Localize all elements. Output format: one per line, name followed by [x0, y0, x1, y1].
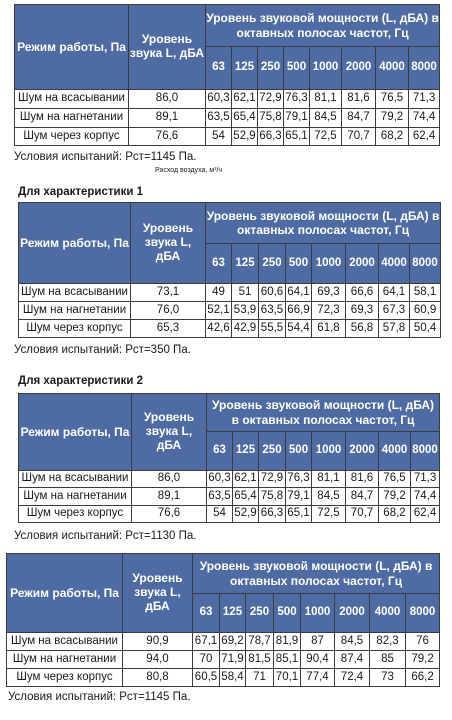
row-label: Шум на всасывании [7, 633, 123, 651]
freq-500: 500 [284, 47, 310, 90]
value-cell: 49 [206, 284, 232, 302]
level-cell: 73,1 [131, 284, 206, 302]
value-cell: 74,4 [411, 488, 440, 506]
table-row [7, 633, 440, 651]
level-header: Уровень звука L, дБА [123, 554, 193, 633]
value-cell: 52,1 [206, 302, 232, 320]
table-row [15, 109, 440, 128]
test-conditions: Условия испытаний: Рст=1145 Па. [14, 151, 197, 163]
table-row [19, 471, 440, 488]
freq-250: 250 [259, 244, 286, 284]
value-cell: 70,7 [346, 506, 379, 523]
value-cell: 84,5 [310, 109, 342, 128]
value-cell: 87,4 [335, 651, 370, 669]
freq-8000: 8000 [406, 594, 440, 633]
value-cell: 69,3 [312, 284, 346, 302]
freq-63: 63 [206, 244, 232, 284]
freq-125: 125 [233, 432, 259, 471]
table-row [15, 90, 440, 109]
value-cell: 54,4 [286, 320, 312, 338]
freq-1000: 1000 [312, 244, 346, 284]
freq-1000: 1000 [310, 47, 342, 90]
table-row [19, 320, 441, 338]
value-cell: 72,9 [258, 90, 284, 109]
value-cell: 54 [206, 128, 232, 146]
freq-2000: 2000 [335, 594, 370, 633]
value-cell: 72,5 [310, 128, 342, 146]
freq-250: 250 [246, 594, 274, 633]
freq-500: 500 [274, 594, 301, 633]
value-cell: 67,1 [193, 633, 220, 651]
level-header: Уровень звука L, дБА [131, 203, 206, 284]
freq-250: 250 [259, 432, 286, 471]
value-cell: 60,3 [206, 90, 232, 109]
value-cell: 56,8 [346, 320, 379, 338]
value-cell: 70,7 [342, 128, 376, 146]
mode-header: Режим работы, Па [7, 554, 123, 633]
row-label: Шум на нагнетании [15, 109, 129, 128]
noise-table-2 [18, 202, 441, 338]
value-cell: 70,1 [274, 669, 301, 687]
value-cell: 50,4 [410, 320, 441, 338]
freq-2000: 2000 [342, 47, 376, 90]
value-cell: 77,4 [301, 669, 335, 687]
value-cell: 74,4 [409, 109, 440, 128]
level-cell: 86,0 [132, 471, 207, 488]
value-cell: 65,1 [284, 128, 310, 146]
value-cell: 81,9 [274, 633, 301, 651]
value-cell: 84,5 [312, 488, 346, 506]
row-label: Шум через корпус [7, 669, 123, 687]
freq-63: 63 [193, 594, 220, 633]
power-header: Уровень звуковой мощности (L, дБА) в октавных полосах частот, Гц [207, 394, 440, 432]
row-label: Шум на всасывании [19, 284, 131, 302]
value-cell: 66,3 [258, 128, 284, 146]
value-cell: 70 [193, 651, 220, 669]
row-label: Шум на нагнетании [19, 488, 132, 506]
value-cell: 78,7 [246, 633, 274, 651]
value-cell: 62,4 [409, 128, 440, 146]
freq-500: 500 [286, 244, 312, 284]
power-header: Уровень звуковой мощности (L, дБА) в октавных полосах частот, Гц [206, 5, 440, 47]
freq-125: 125 [232, 244, 259, 284]
value-cell: 62,1 [233, 471, 259, 488]
level-cell: 65,3 [131, 320, 206, 338]
value-cell: 79,2 [379, 488, 411, 506]
table-row [19, 284, 441, 302]
table-row [19, 302, 441, 320]
freq-500: 500 [286, 432, 312, 471]
value-cell: 67,3 [379, 302, 410, 320]
table-row [7, 651, 440, 669]
power-header: Уровень звуковой мощности (L, дБА) в октавных полосах частот, Гц [206, 203, 441, 244]
table-block-4 [0, 550, 452, 720]
noise-table-4 [6, 553, 440, 687]
value-cell: 81,6 [346, 471, 379, 488]
value-cell: 84,7 [346, 488, 379, 506]
power-header: Уровень звуковой мощности (L, дБА) в октавных полосах частот, Гц [193, 554, 440, 594]
noise-table-1 [14, 4, 440, 146]
value-cell: 60,6 [259, 284, 286, 302]
airflow-note: Расход воздуха, м³/ч [155, 167, 223, 174]
value-cell: 64,1 [379, 284, 410, 302]
value-cell: 65,1 [286, 506, 312, 523]
noise-table-3 [18, 393, 440, 523]
section-heading: Для характеристики 1 [18, 186, 144, 198]
value-cell: 75,8 [258, 109, 284, 128]
value-cell: 52,9 [232, 128, 258, 146]
value-cell: 87 [301, 633, 335, 651]
value-cell: 63,5 [206, 109, 232, 128]
freq-1000: 1000 [312, 432, 346, 471]
level-cell: 86,0 [129, 90, 206, 109]
freq-8000: 8000 [411, 432, 440, 471]
level-cell: 89,1 [132, 488, 207, 506]
value-cell: 60,3 [207, 471, 233, 488]
freq-2000: 2000 [346, 244, 379, 284]
freq-4000: 4000 [379, 432, 411, 471]
value-cell: 76,3 [284, 90, 310, 109]
test-conditions: Условия испытаний: Рст=1130 Па. [14, 530, 197, 542]
test-conditions: Условия испытаний: Рст=350 Па. [14, 344, 191, 356]
value-cell: 65,4 [233, 488, 259, 506]
value-cell: 79,2 [376, 109, 409, 128]
value-cell: 66,9 [286, 302, 312, 320]
level-cell: 76,0 [131, 302, 206, 320]
level-cell: 76,6 [129, 128, 206, 146]
freq-4000: 4000 [376, 47, 409, 90]
freq-125: 125 [220, 594, 246, 633]
value-cell: 62,4 [411, 506, 440, 523]
value-cell: 68,2 [376, 128, 409, 146]
value-cell: 84,5 [335, 633, 370, 651]
value-cell: 75,8 [259, 488, 286, 506]
test-conditions: Условия испытаний: Рст=1145 Па. [8, 691, 191, 703]
value-cell: 72,5 [312, 506, 346, 523]
freq-4000: 4000 [379, 244, 410, 284]
table-block-1 [0, 0, 452, 175]
value-cell: 85 [370, 651, 406, 669]
value-cell: 61,8 [312, 320, 346, 338]
row-label: Шум на всасывании [19, 471, 132, 488]
value-cell: 76 [406, 633, 440, 651]
value-cell: 76,5 [376, 90, 409, 109]
value-cell: 90,4 [301, 651, 335, 669]
table-row [19, 506, 440, 523]
value-cell: 81,6 [342, 90, 376, 109]
level-header: Уровень звука L, дБА [132, 394, 207, 471]
value-cell: 53,9 [232, 302, 259, 320]
value-cell: 71 [246, 669, 274, 687]
value-cell: 71,9 [220, 651, 246, 669]
row-label: Шум через корпус [19, 320, 131, 338]
value-cell: 62,1 [232, 90, 258, 109]
freq-250: 250 [258, 47, 284, 90]
value-cell: 72,3 [312, 302, 346, 320]
row-label: Шум через корпус [15, 128, 129, 146]
table-row [7, 669, 440, 687]
value-cell: 82,3 [370, 633, 406, 651]
value-cell: 81,5 [246, 651, 274, 669]
freq-63: 63 [207, 432, 233, 471]
value-cell: 58,4 [220, 669, 246, 687]
freq-1000: 1000 [301, 594, 335, 633]
value-cell: 76,5 [379, 471, 411, 488]
value-cell: 71,3 [409, 90, 440, 109]
value-cell: 64,1 [286, 284, 312, 302]
value-cell: 60,5 [193, 669, 220, 687]
value-cell: 72,9 [259, 471, 286, 488]
value-cell: 79,2 [406, 651, 440, 669]
value-cell: 54 [207, 506, 233, 523]
value-cell: 42,9 [232, 320, 259, 338]
level-cell: 90,9 [123, 633, 193, 651]
row-label: Шум на нагнетании [7, 651, 123, 669]
level-cell: 94,0 [123, 651, 193, 669]
row-label: Шум через корпус [19, 506, 132, 523]
value-cell: 84,7 [342, 109, 376, 128]
table-block-2 [0, 175, 452, 365]
freq-8000: 8000 [410, 244, 441, 284]
freq-4000: 4000 [370, 594, 406, 633]
level-cell: 80,8 [123, 669, 193, 687]
section-heading: Для характеристики 2 [18, 375, 144, 387]
value-cell: 66,6 [346, 284, 379, 302]
table-row [15, 128, 440, 146]
level-header: Уровень звука L, дБА [129, 5, 206, 90]
value-cell: 79,1 [284, 109, 310, 128]
value-cell: 55,5 [259, 320, 286, 338]
level-cell: 76,6 [132, 506, 207, 523]
row-label: Шум на нагнетании [19, 302, 131, 320]
value-cell: 66,2 [406, 669, 440, 687]
value-cell: 85,1 [274, 651, 301, 669]
table-row [19, 488, 440, 506]
value-cell: 52,9 [233, 506, 259, 523]
value-cell: 68,2 [379, 506, 411, 523]
value-cell: 51 [232, 284, 259, 302]
value-cell: 76,3 [286, 471, 312, 488]
value-cell: 58,1 [410, 284, 441, 302]
value-cell: 79,1 [286, 488, 312, 506]
value-cell: 71,3 [411, 471, 440, 488]
row-label: Шум на всасывании [15, 90, 129, 109]
value-cell: 60,9 [410, 302, 441, 320]
mode-header: Режим работы, Па [15, 5, 129, 90]
value-cell: 69,3 [346, 302, 379, 320]
freq-125: 125 [232, 47, 258, 90]
value-cell: 63,5 [259, 302, 286, 320]
freq-8000: 8000 [409, 47, 440, 90]
mode-header: Режим работы, Па [19, 394, 132, 471]
level-cell: 89,1 [129, 109, 206, 128]
value-cell: 42,6 [206, 320, 232, 338]
freq-2000: 2000 [346, 432, 379, 471]
value-cell: 81,1 [312, 471, 346, 488]
value-cell: 72,4 [335, 669, 370, 687]
value-cell: 57,8 [379, 320, 410, 338]
value-cell: 63,5 [207, 488, 233, 506]
value-cell: 73 [370, 669, 406, 687]
mode-header: Режим работы, Па [19, 203, 131, 284]
value-cell: 66,3 [259, 506, 286, 523]
value-cell: 65,4 [232, 109, 258, 128]
value-cell: 69,2 [220, 633, 246, 651]
table-block-3 [0, 365, 452, 550]
freq-63: 63 [206, 47, 232, 90]
value-cell: 81,1 [310, 90, 342, 109]
